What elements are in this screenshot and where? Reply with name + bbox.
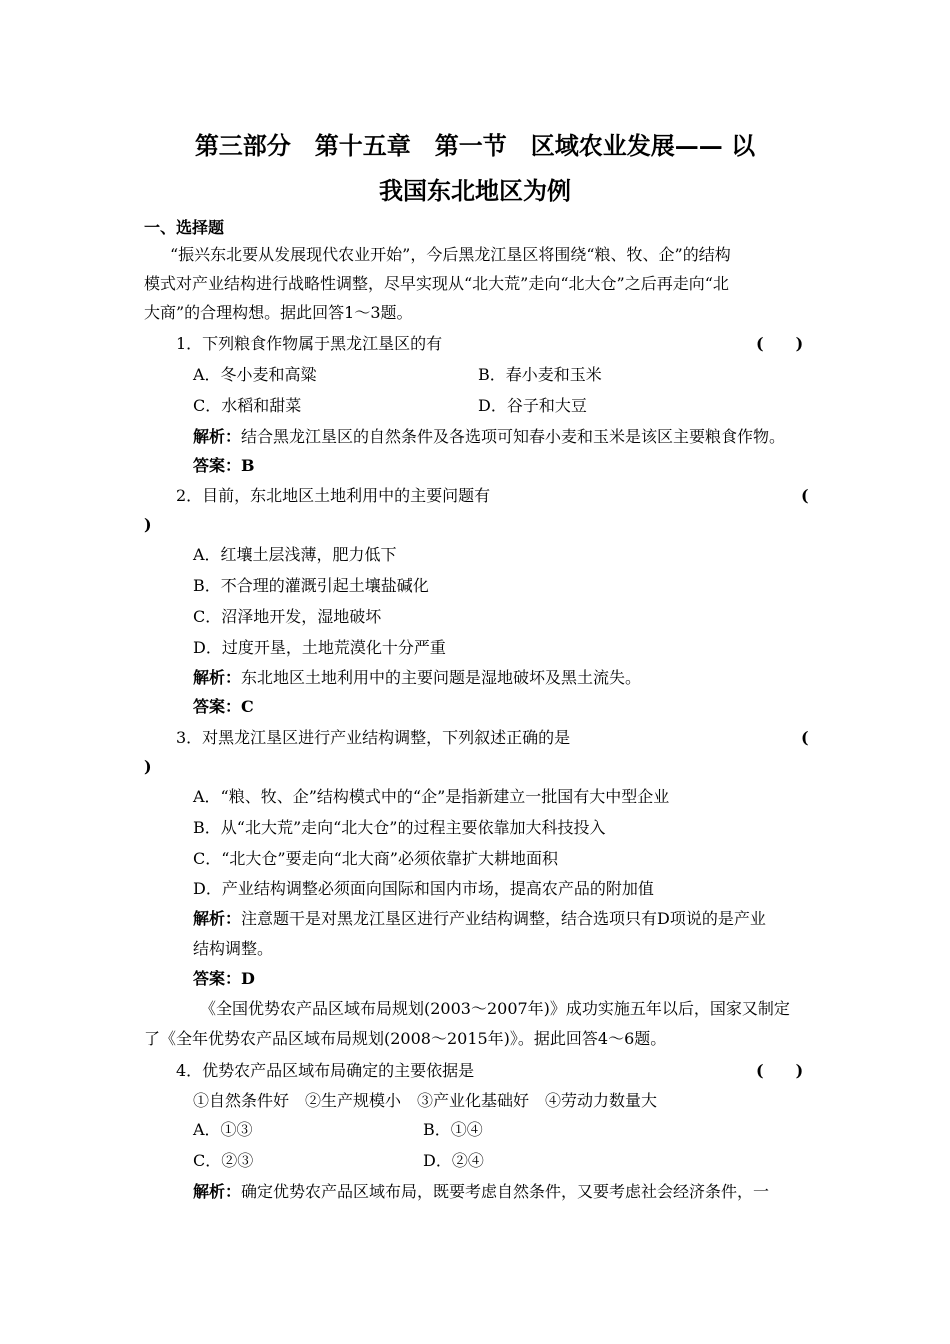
question-3-blank-close: ) [144,757,152,776]
question-4-option-b: B．①④ [423,1120,483,1139]
intro-1-line-2: 模式对产业结构进行战略性调整，尽早实现从“北大荒”走向“北大仓”之后再走向“北 [144,274,729,293]
question-4-option-d: D．②④ [423,1151,484,1170]
question-3-option-d: D．产业结构调整必须面向国际和国内市场，提高农产品的附加值 [193,879,654,898]
question-2-option-a: A．红壤土层浅薄，肥力低下 [193,545,397,564]
question-4-conditions: ①自然条件好 ②生产规模小 ③产业化基础好 ④劳动力数量大 [193,1091,658,1110]
question-3-option-b: B．从“北大荒”走向“北大仓”的过程主要依靠加大科技投入 [193,818,606,837]
question-2-option-c: C．沼泽地开发，湿地破坏 [193,607,382,626]
question-3-analysis-line-2: 结构调整。 [193,939,274,958]
question-3-blank-open: ( [801,728,809,747]
question-2-blank-open: ( [801,486,809,505]
question-3-option-a: A．“粮、牧、企”结构模式中的“企”是指新建立一批国有大中型企业 [193,787,670,806]
question-2-blank-close: ) [144,515,152,534]
section-heading: 一、选择题 [144,218,225,237]
question-1-option-c: C．水稻和甜菜 [193,396,302,415]
question-2-stem: 2．目前，东北地区土地利用中的主要问题有 [176,486,491,505]
question-1-answer: 答案：B [193,456,255,475]
question-2-option-b: B．不合理的灌溉引起土壤盐碱化 [193,576,429,595]
question-4-option-c: C．②③ [193,1151,254,1170]
answer-label: 答案： [193,456,242,475]
page-title-line-2: 我国东北地区为例 [379,176,571,205]
question-2-option-d: D．过度开垦，土地荒漠化十分严重 [193,638,446,657]
analysis-label: 解析： [193,427,242,446]
question-4-stem: 4．优势农产品区域布局确定的主要依据是 [176,1061,475,1080]
intro-1-line-3: 大商”的合理构想。据此回答1～3题。 [144,303,413,322]
question-1-option-b: B．春小麦和玉米 [478,365,602,384]
question-1-stem: 1．下列粮食作物属于黑龙江垦区的有 [176,334,443,353]
question-1-option-a: A．冬小麦和高粱 [193,365,317,384]
question-4-answer-blank: ( ) [756,1061,804,1080]
intro-2-line-2: 了《全年优势农产品区域布局规划(2008～2015年)》。据此回答4～6题。 [144,1029,667,1048]
question-1-option-d: D．谷子和大豆 [478,396,587,415]
question-3-stem: 3．对黑龙江垦区进行产业结构调整，下列叙述正确的是 [176,728,571,747]
question-1-analysis: 解析：结合黑龙江垦区的自然条件及各选项可知春小麦和玉米是该区主要粮食作物。 [193,427,786,446]
question-2-analysis: 解析：东北地区土地利用中的主要问题是湿地破坏及黑土流失。 [193,668,642,687]
intro-1-line-1: “振兴东北要从发展现代农业开始”，今后黑龙江垦区将围绕“粮、牧、企”的结构 [170,245,731,264]
question-4-option-a: A．①③ [193,1120,253,1139]
intro-2-line-1: 《全国优势农产品区域布局规划(2003～2007年)》成功实施五年以后，国家又制定 [200,999,790,1018]
question-2-answer: 答案：C [193,697,254,716]
question-3-answer: 答案：D [193,969,255,988]
question-1-answer-blank: ( ) [756,334,804,353]
question-3-analysis-line-1: 解析：注意题干是对黑龙江垦区进行产业结构调整，结合选项只有D项说的是产业 [193,909,766,928]
page-title-line-1: 第三部分 第十五章 第一节 区域农业发展—— 以 [194,131,756,160]
question-4-analysis: 解析：确定优势农产品区域布局，既要考虑自然条件，又要考虑社会经济条件，一 [193,1182,770,1201]
question-3-option-c: C．“北大仓”要走向“北大商”必须依靠扩大耕地面积 [193,849,558,868]
